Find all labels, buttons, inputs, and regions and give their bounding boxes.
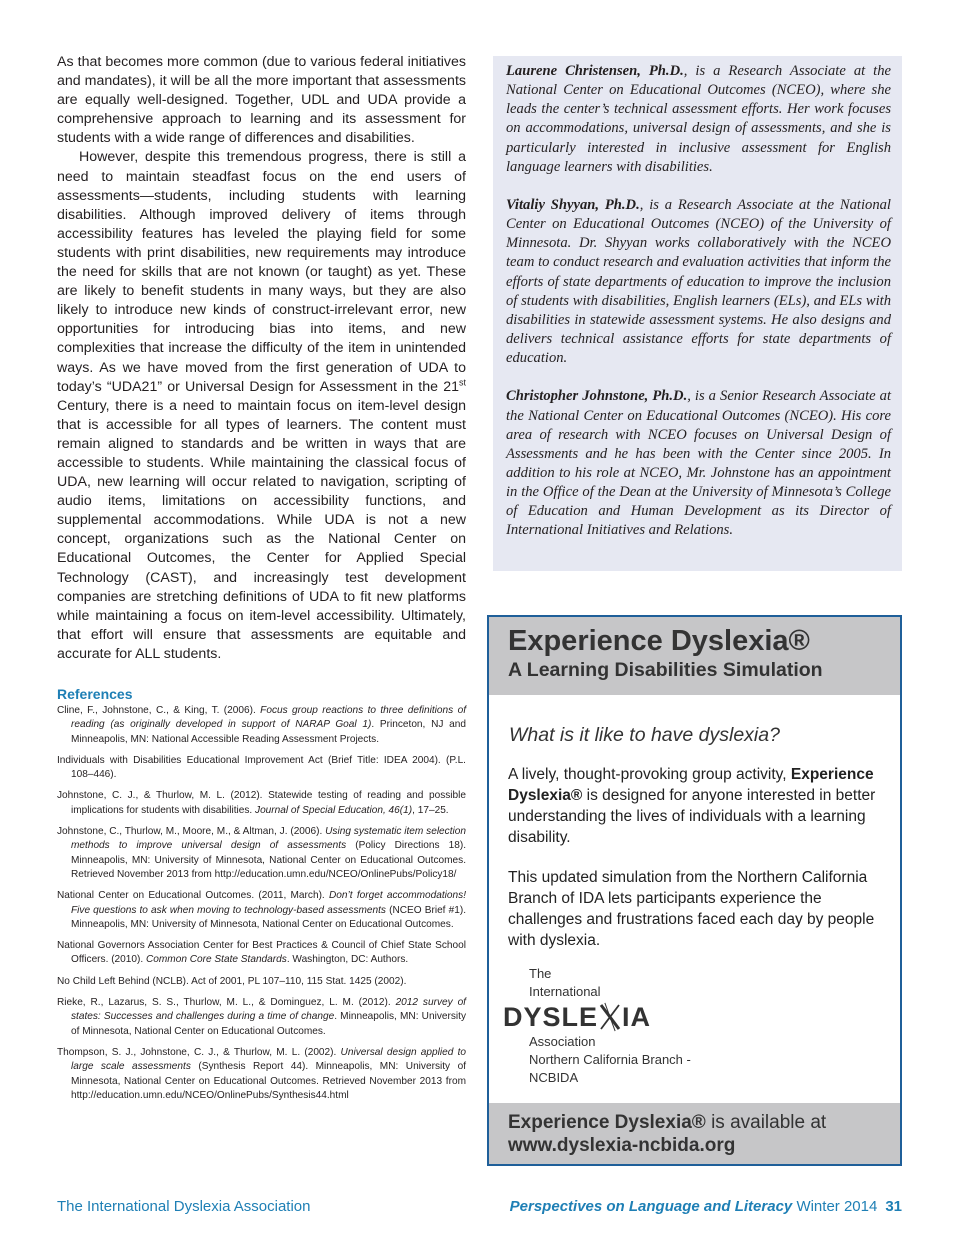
article-body [57,53,466,664]
references-list [57,704,466,1103]
body-paragraph-2-part-a: However, despite this tremendous progress, there is still a need to maintain steadfast focus on the end users of assessments—students, including students with learning disabilities. Although improved delivery of items through accessibility features has leveled the playing field for some students with print disabilities, new requirements may introduce the need for skills that are not known (or taught) as yet. These are likely to benefit students in many ways, but they are also likely to introduce new kinds of construct-irrelevant error, new opportunities for introducing bias into items, and new complexities that increase the difficulty of the item in unintended ways. As we have moved from the first generation of UDA to today’s “UDA21” or Universal Design for Assessment in the 21 [57,149,466,395]
footer-journal-title: Perspectives on Language and Literacy [509,1198,793,1215]
reference-item: National Governors Association Center for Best Practices & Council of Chief State School Officers. (2010). Common Core State Standards. Washington, DC: Authors. [57,940,466,966]
experience-dyslexia-ad [487,615,902,1166]
bio-shyyan: Vitaliy Shyyan, Ph.D., is a Research Associate at the National Center on Educational Outcomes (NCEO) of the University of Minnesota. Dr. Shyyan works collaboratively with the NCEO team to conduct research and evaluation activities that inform the efforts of state departments of education to improve the inclusion of students with disabilities, English learners (ELs), and ELs with disabilities in statewide assessment systems. He also designs and delivers technical assistance efforts for state departments of education. [506,196,891,367]
logo-text-association: Association [529,1034,596,1049]
logo-text-the: The [529,966,552,981]
ad-subtitle: A Learning Disabilities Simulation [508,659,823,681]
body-paragraph-2-part-b: Century, there is a need to maintain focus on item-level design that is accessible for all types of learners. The content must remain aligned to standards and be written in ways that are accessible to students. While maintaining the classical focus of UDA, new learning will occur related to navigation, scripting of audio items, limitations on accessibility functions, and supplemental accommodations. While UDA is not a new concept, organizations such as the National Center on Educational Outcomes, the Center for Applied Special Technology (CAST), and increasingly test development companies are stretching definitions of UDA to fit new platforms while maintaining a focus on item-level accessibility. Ultimately, that effort will ensure that assessments are equitable and accurate for ALL students. [57,397,466,662]
ad-footer-line: Experience Dyslexia® is available at [508,1112,827,1133]
footer-org-name: The International Dyslexia Association [57,1198,311,1215]
author-name: Vitaliy Shyyan, Ph.D. [506,196,640,213]
author-name: Laurene Christensen, Ph.D. [506,63,684,79]
reference-item: Cline, F., Johnstone, C., & King, T. (2006). Focus group reactions to three definitions of reading (as originally developed in support of NARAP Goal 1). Princeton, NJ and Minneapolis, MN: National Accessible Reading Assessment Projects. [57,705,466,745]
reference-item: Thompson, S. J., Johnstone, C. J., & Thurlow, M. L. (2002). Universal design applied to large scale assessments (Synthesis Report 44). Minneapolis, MN: University of Minnesota, National Center on Educational Outcomes. Retrieved November 2013 from http://education.umn.edu/NCEO/OnlinePubs/Synthesis44.html [57,1046,466,1101]
ad-question: What is it like to have dyslexia? [509,724,780,746]
bio-johnstone: Christopher Johnstone, Ph.D., is a Senior Research Associate at the National Center on Educational Outcomes (NCEO). His core area of research with NCEO focuses on Universal Design of Assessments and he has been with the Center since 2005. In addition to his role at NCEO, Mr. Johnstone has an appointment in the Office of the Dean at the University of Minnesota’s College of Education and Human Development as its Director of International Initiatives and Relations. [506,388,892,539]
reference-item: Individuals with Disabilities Educational Improvement Act (Brief Title: IDEA 2004). (P.L. 108–446). [57,754,466,781]
footer-issue: Winter 2014 [796,1198,878,1215]
page-number: 31 [885,1198,902,1215]
logo-word-part-b: IA [622,1002,652,1032]
ad-paragraph-2: This updated simulation from the Northern California Branch of IDA lets participants experience the challenges and frustrations faced each day by people with dyslexia. [508,869,875,949]
author-bios-box [493,56,902,571]
author-name: Christopher Johnstone, Ph.D. [506,388,688,405]
ad-website-link[interactable]: www.dyslexia-ncbida.org [508,1135,736,1156]
ad-paragraph-1: A lively, thought-provoking group activity, Experience Dyslexia® is designed for anyone interested in better understanding the lives of individuals with a learning disability. [508,766,876,846]
reference-item: National Center on Educational Outcomes. (2011, March). Don’t forget accommodations! Five questions to ask when moving to technology-based assessments (NCEO Brief #1). Minneapolis, MN: University of Minnesota, National Center on Educational Outcomes. [57,890,466,930]
superscript-st: st [458,376,466,387]
reference-item: Rieke, R., Lazarus, S. S., Thurlow, M. L., & Dominguez, L. M. (2012). 2012 survey of states: Successes and challenges during a time of change. Minneapolis, MN: University of Minnesota, National Center on Educational Outcomes. [57,997,466,1037]
logo-word-part-a: DYSLE [503,1002,599,1032]
logo-x-mark-icon [598,1002,622,1032]
body-paragraph-2 [57,148,466,664]
ad-header-band [489,617,900,695]
logo-text-branch: Northern California Branch - NCBIDA [529,1052,691,1085]
ida-ncbida-logo [503,965,733,1085]
logo-text-international: International [529,984,601,999]
ad-footer-band [489,1103,900,1164]
reference-item: Johnstone, C., Thurlow, M., Moore, M., & Altman, J. (2006). Using systematic item selection methods to improve universal design of assessments (Policy Directions 18). Minneapolis, MN: University of Minnesota, National Center on Educational Outcomes. Retrieved November 2013 from http://education.umn.edu/NCEO/OnlinePubs/Policy18/ [57,826,466,880]
reference-item: No Child Left Behind (NCLB). Act of 2001, PL 107–110, 115 Stat. 1425 (2002). [57,975,407,987]
references-heading: References [57,686,133,702]
footer-journal [510,1198,902,1215]
body-paragraph-1: As that becomes more common (due to various federal initiatives and mandates), it will be all the more important that assessments are equally well-designed. Together, UDL and UDA provide a comprehensive approach to learning and its assessment for students with a wide range of differences and disabilities. [57,54,466,147]
bio-christensen: Laurene Christensen, Ph.D., is a Research Associate at the National Center on Educational Outcomes (NCEO), where she leads the center’s technical assessment efforts. Her work focuses on accommodations, universal design of assessments, and she is particularly interested in inclusive assessment for English language learners with disabilities. [506,63,891,175]
reference-item: Johnstone, C. J., & Thurlow, M. L. (2012). Statewide testing of reading and possible implications for students with disabilities. Journal of Special Education, 46(1), 17–25. [57,790,466,816]
left-column [57,53,466,1110]
logo-wordmark [503,1001,733,1033]
ad-title: Experience Dyslexia® [508,625,810,657]
